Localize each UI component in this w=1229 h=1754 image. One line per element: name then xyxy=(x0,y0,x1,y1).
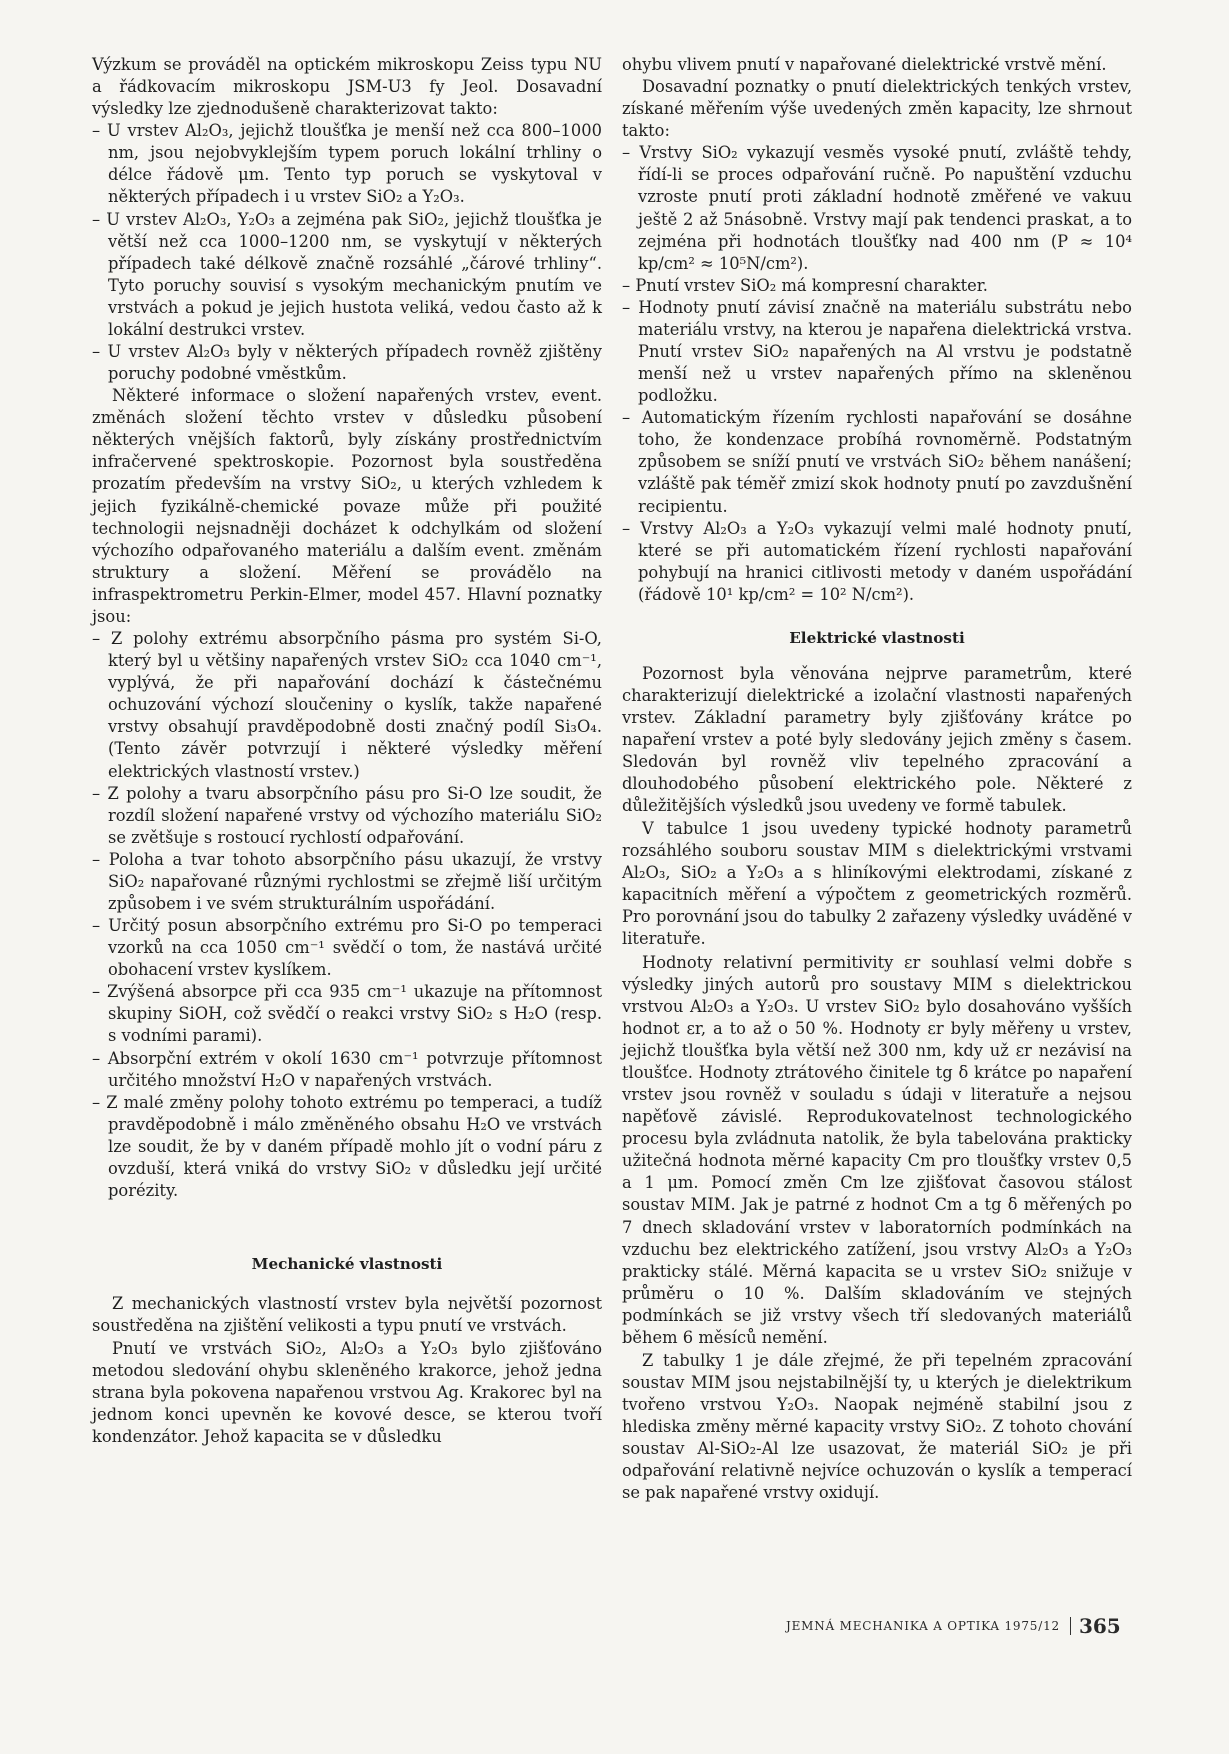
journal-name: JEMNÁ MECHANIKA A OPTIKA 1975/12 xyxy=(786,1619,1060,1633)
paragraph: V tabulce 1 jsou uvedeny typické hodnoty parametrů rozsáhlého souboru soustav MIM s dielektrickými vrstvami Al₂O₃, SiO₂ a Y₂O₃ a s hliníkovými elektrodami, získané z kapacitních měření a výpočtem z geometrických rozměrů. Pro porovnání jsou do tabulky 2 zařazeny výsledky uváděné v literatuře. xyxy=(622,819,1132,949)
list-item: – Vrstvy Al₂O₃ a Y₂O₃ vykazují velmi malé hodnoty pnutí, které se při automatickém řízení rychlosti napařování pohybují na hranici citlivosti metody v daném uspořádání (řádově 10¹ kp/cm² = 10² N/cm²). xyxy=(622,518,1132,604)
list-item: – Hodnoty pnutí závisí značně na materiálu substrátu nebo materiálu vrstvy, na kterou je napařena dielektrická vrstva. Pnutí vrstev SiO₂ napařených na Al vrstvu je podstatně menší než u vrstev napařených přímo na skleněnou podložku. xyxy=(622,297,1132,406)
paragraph: Z tabulky 1 je dále zřejmé, že při tepelném zpracování soustav MIM jsou nejstabilnější ty, u kterých je dielektrikum tvořeno vrstvou Y₂O₃. Naopak nejméně stabilní jsou z hlediska změny měrné kapacity vrstvy SiO₂. Z tohoto chování soustav Al-SiO₂-Al lze usazovat, že materiál SiO₂ je při odpařování relativně nejvíce ochuzován o kyslík a temperací se pak napařené vrstvy oxidují. xyxy=(622,1350,1132,1503)
paragraph-stress-intro: Dosavadní poznatky o pnutí dielektrických tenkých vrstev, získané měřením výše uvedených změn kapacity, lze shrnout takto: xyxy=(622,77,1132,141)
list-item: – Poloha a tvar tohoto absorpčního pásu ukazují, že vrstvy SiO₂ napařované různými rychlostmi se zřejmě liší určitým způsobem i ve svém strukturálním uspořádání. xyxy=(92,849,602,913)
paragraph: Pozornost byla věnována nejprve parametrům, které charakterizují dielektrické a izolační vlastnosti napařených vrstev. Základní parametry byly zjišťovány krátce po napaření vrstev a poté byly sledovány jejich změny s časem. Sledován byl rovněž vliv tepelného zpracování a dlouhodobého působení elektrického pole. Některé z důležitějších výsledků jsou uvedeny ve formě tabulek. xyxy=(622,663,1132,816)
list-item: – U vrstev Al₂O₃ byly v některých případech rovněž zjištěny poruchy podobné vměstkům. xyxy=(92,342,602,384)
right-column xyxy=(622,54,1132,1505)
section-heading-electrical: Elektrické vlastnosti xyxy=(789,628,965,647)
list-item: – Z malé změny polohy tohoto extrému po temperaci, a tudíž pravděpodobně i málo změněného obsahu H₂O ve vrstvách lze soudit, že by v daném případě mohlo jít o vodní páru z ovzduší, která vniká do vrstvy SiO₂ v důsledku její určité porézity. xyxy=(92,1092,602,1200)
list-item: – Určitý posun absorpčního extrému pro Si-O po temperaci vzorků na cca 1050 cm⁻¹ svědčí o tom, že nastává určité obohacení vrstev kyslíkem. xyxy=(92,916,602,980)
list-item: – U vrstev Al₂O₃, Y₂O₃ a zejména pak SiO₂, jejichž tloušťka je větší než cca 1000–1200 nm, se vyskytují v některých případech také délkově značně rozsáhlé „čárové trhliny“. Tyto poruchy souvisí s vysokým mechanickým pnutím ve vrstvách a pokud je jejich hustota veliká, vedou často až k lokální destrukci vrstev. xyxy=(92,209,602,339)
list-item: – Pnutí vrstev SiO₂ má kompresní charakter. xyxy=(622,275,988,295)
list-item: – Automatickým řízením rychlosti napařování se dosáhne toho, že kondenzace probíhá rovnoměrně. Podstatným způsobem se sníží pnutí ve vrstvách SiO₂ během nanášení; vzláště pak téměř zmizí skok hodnoty pnutí po zavzdušnění recipientu. xyxy=(622,408,1132,516)
paragraph: Hodnoty relativní permitivity εr souhlasí velmi dobře s výsledky jiných autorů pro soustavy MIM s dielektrickou vrstvou Al₂O₃ a Y₂O₃. U vrstev SiO₂ bylo dosahováno vyšších hodnot εr, a to až o 50 %. Hodnoty εr byly měřeny u vrstev, jejichž tloušťka byla větší než 300 nm, kdy už εr nezávisí na tloušťce. Hodnoty ztrátového činitele tg δ krátce po napaření vrstev jsou rovněž v souladu s údaji v literatuře a nejsou napěťově závislé. Reprodukovatelnost technologického procesu byla zvládnuta natolik, že byla tabelována prakticky užitečná hodnota měrné kapacity Cm pro tloušťky vrstev 0,5 a 1 μm. Pomocí změn Cm lze zjišťovat časovou stálost soustav MIM. Jak je patrné z hodnot Cm a tg δ měřených po 7 dnech skladování vrstev v laboratorních podmínkách na vzduchu bez elektrického zatížení, jsou vrstvy Al₂O₃ a Y₂O₃ prakticky stálé. Měrná kapacita se u vrstev SiO₂ snižuje v průměru o 10 %. Dalším skladováním ve stejných podmínkách se již vrstvy všech tří sledovaných materiálů během 6 měsíců nemění. xyxy=(622,952,1132,1347)
footer-divider xyxy=(1070,1617,1071,1635)
paragraph: Z mechanických vlastností vrstev byla největší pozornost soustředěna na zjištění velikosti a typu pnutí ve vrstvách. xyxy=(92,1293,602,1335)
page-footer xyxy=(786,1614,1121,1638)
paragraph-continuation: ohybu vlivem pnutí v napařované dielektrické vrstvě mění. xyxy=(622,55,1107,74)
section-heading-mechanical: Mechanické vlastnosti xyxy=(251,1255,443,1274)
left-column xyxy=(92,54,602,1448)
paragraph-intro: Výzkum se prováděl na optickém mikroskopu Zeiss typu NU a řádkovacím mikroskopu JSM-U3 fy Jeol. Dosavadní výsledky lze zjednodušeně charakterizovat takto: xyxy=(92,55,602,119)
list-item: – Zvýšená absorpce při cca 935 cm⁻¹ ukazuje na přítomnost skupiny SiOH, což svědčí o reakci vrstvy SiO₂ s H₂O (resp. s vodními parami). xyxy=(92,982,602,1046)
list-item: – Vrstvy SiO₂ vykazují vesměs vysoké pnutí, zvláště tehdy, řídí-li se proces odpařování ručně. Po napuštění vzduchu vzroste pnutí proti základní hodnotě změřené ve vakuu ještě 2 až 5násobně. Vrstvy mají pak tendenci praskat, a to zejména při hodnotách tloušťky nad 400 nm (P ≈ 10⁴ kp/cm² ≈ 10⁵N/cm²). xyxy=(622,143,1132,273)
list-item: – Z polohy a tvaru absorpčního pásu pro Si-O lze soudit, že rozdíl složení napařené vrstvy od výchozího materiálu SiO₂ se zvětšuje s rostoucí rychlostí odpařování. xyxy=(92,783,602,847)
page-number: 365 xyxy=(1078,1614,1121,1638)
paragraph: Pnutí ve vrstvách SiO₂, Al₂O₃ a Y₂O₃ bylo zjišťováno metodou sledování ohybu skleněného krakorce, jehož jedna strana byla pokovena napařenou vrstvou Ag. Krakorec byl na jednom konci upevněn ke kovové desce, se kterou tvoří kondenzátor. Jehož kapacita se v důsledku xyxy=(92,1338,602,1447)
list-item: – Z polohy extrému absorpčního pásma pro systém Si-O, který byl u většiny napařených vrstev SiO₂ cca 1040 cm⁻¹, vyplývá, že při napařování dochází k částečnému ochuzování výchozí sloučeniny o kyslík, takže napařené vrstvy obsahují pravděpodobně dosti značný podíl Si₃O₄. (Tento závěr potvrzují i některé výsledky měření elektrických vlastností vrstev.) xyxy=(92,629,602,781)
paragraph-composition: Některé informace o složení napařených vrstev, event. změnách složení těchto vrstev v důsledku působení některých vnějších faktorů, byly získány prostřednictvím infračervené spektroskopie. Pozornost byla soustředěna prozatím především na vrstvy SiO₂, u kterých vzhledem k jejich fyzikálně-chemické povaze může při použité technologii nejsnadněji docházet k odchylkám od složení výchozího odpařovaného materiálu a dalším event. změnám struktury a složení. Měření se provádělo na infraspektrometru Perkin-Elmer, model 457. Hlavní poznatky jsou: xyxy=(92,386,602,626)
list-item: – Absorpční extrém v okolí 1630 cm⁻¹ potvrzuje přítomnost určitého množství H₂O v napařených vrstvách. xyxy=(92,1048,602,1090)
list-item: – U vrstev Al₂O₃, jejichž tloušťka je menší než cca 800–1000 nm, jsou nejobvyklejším typem poruch lokální trhliny o délce řádově μm. Tento typ poruch se vyskytoval v některých případech i u vrstev SiO₂ a Y₂O₃. xyxy=(92,121,602,207)
